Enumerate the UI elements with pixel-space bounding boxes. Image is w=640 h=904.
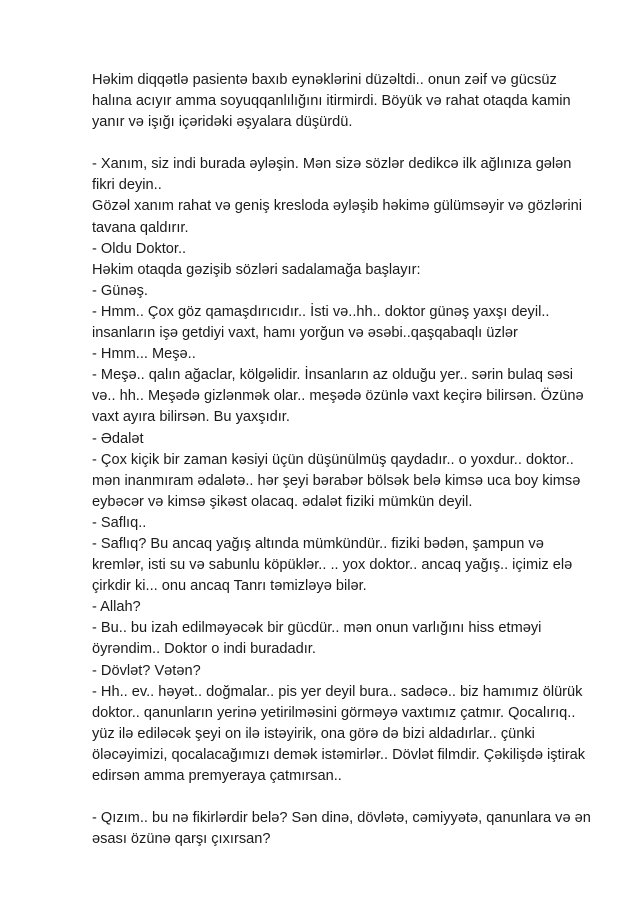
dialogue-line: - Meşə.. qalın ağaclar, kölgəlidir. İnsanların az olduğu yer.. sərin bulaq səsi və.. hh.. Meşədə gizlənmək olar.. meşədə özünlə vaxt keçirə bilirsən. Özünə vaxt ayıra bilirsən. Bu yaxşıdır. [92, 367, 584, 426]
document-body [92, 70, 592, 850]
dialogue-line: - Saflıq.. [92, 514, 147, 531]
narration-line: Gözəl xanım rahat və geniş kresloda əyləşib həkimə gülümsəyir və gözlərini tavana qaldırır. [92, 198, 582, 236]
narration-line: Həkim otaqda gəzişib sözləri sadalamağa başlayır: [92, 261, 421, 278]
dialogue-line: - Qızım.. bu nə fikirlərdir belə? Sən dinə, dövlətə, cəmiyyətə, qanunlara və ən əsası özünə qarşı çıxırsan? [92, 810, 591, 848]
dialogue-line: - Oldu Doktor.. [92, 240, 187, 257]
dialogue-line: - Saflıq? Bu ancaq yağış altında mümkündür.. fiziki bədən, şampun və kremlər, isti su və sabunlu köpüklər.. .. yox doktor.. ancaq yağış.. içimiz elə çirkdir ki... onu ancaq Tanrı təmizləyə bilər. [92, 535, 573, 595]
dialogue-line: - Dövlət? Vətən? [92, 662, 201, 679]
paragraph-intro: Həkim diqqətlə pasientə baxıb eynəklərini düzəltdi.. onun zəif və gücsüz halına acıyır amma soyuqqanlılığını itirmirdi. Böyük və rahat otaqda kamin yanır və işığı içəridəki əşyalara düşürdü. [92, 72, 571, 131]
dialogue-line: - Hh.. ev.. həyət.. doğmalar.. pis yer deyil bura.. sadəcə.. biz hamımız ölürük doktor.. qanunların yerinə yetirilməsini görməyə vaxtımız çatmır. Qocalırıq.. yüz ilə ediləcək şeyi on ilə istəyirik, ona görə də bizi aldadırlar.. çünki öləcəyimizi, qocalacağımızı demək istəmirlər.. Dövlət filmdir. Çəkilişdə iştirak edirsən amma premyeraya çatmırsan.. [92, 683, 586, 784]
dialogue-line: - Hmm... Meşə.. [92, 346, 196, 363]
dialogue-line: - Allah? [92, 599, 141, 616]
dialogue-line: - Günəş. [92, 282, 148, 299]
blank-line [92, 133, 592, 154]
dialogue-line: - Xanım, siz indi burada əyləşin. Mən sizə sözlər dedikcə ilk ağlınıza gələn fikri deyin.. [92, 156, 572, 194]
blank-line [92, 787, 592, 808]
dialogue-line: - Hmm.. Çox göz qamaşdırıcıdır.. İsti və..hh.. doktor günəş yaxşı deyil.. insanların işə getdiyi vaxt, hamı yorğun və əsəbi..qaşqabaqlı üzlər [92, 303, 550, 342]
dialogue-line: - Çox kiçik bir zaman kəsiyi üçün düşünülmüş qaydadır.. o yoxdur.. doktor.. mən inanmıram ədalətə.. hər şeyi bərabər bölsək belə kimsə uca boy kimsə eybəcər və kimsə şikəst olacaq. ədalət fiziki mümkün deyil. [92, 451, 581, 510]
dialogue-line: - Bu.. bu izah edilməyəcək bir gücdür.. mən onun varlığını hiss etməyi öyrəndim.. Doktor o indi buradadır. [92, 620, 542, 658]
dialogue-line: - Ədalət [92, 430, 144, 447]
